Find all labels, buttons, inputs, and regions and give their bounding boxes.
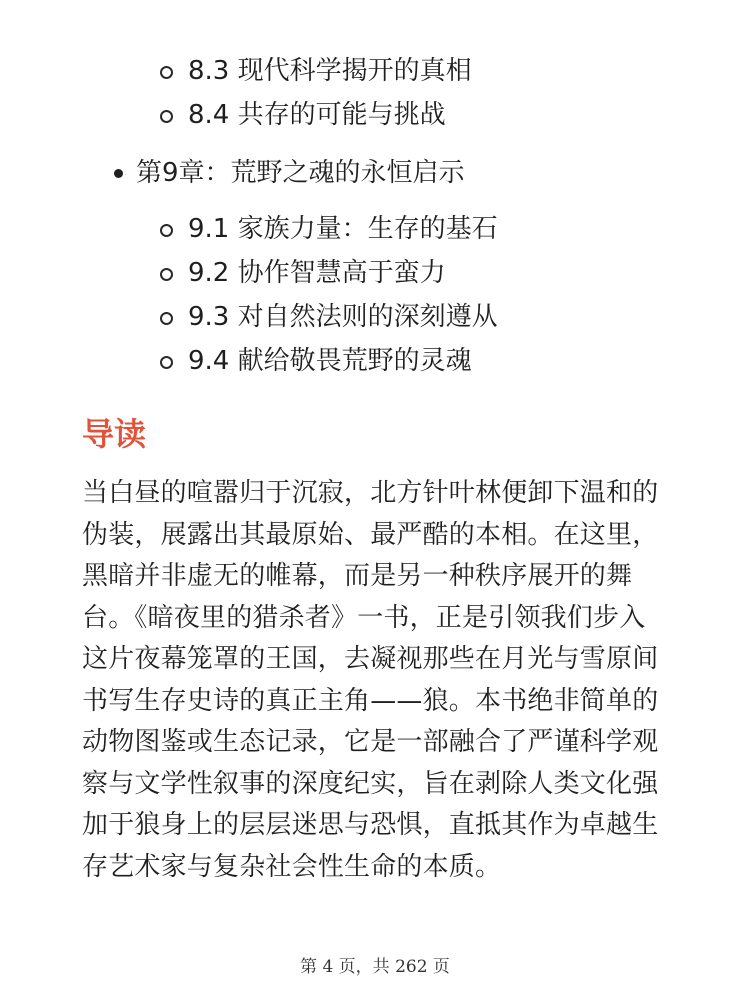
toc-item-label: 9.2 协作智慧高于蛮力 <box>188 258 446 288</box>
toc-item[interactable] <box>160 207 498 251</box>
toc-item[interactable] <box>160 251 498 295</box>
toc-item-label: 8.3 现代科学揭开的真相 <box>188 56 472 86</box>
toc-item[interactable] <box>160 49 472 93</box>
circle-bullet-icon <box>160 110 173 123</box>
intro-heading: 导读 <box>82 415 147 453</box>
toc-item[interactable] <box>160 339 498 383</box>
circle-bullet-icon <box>160 268 173 281</box>
toc-item[interactable] <box>160 295 498 339</box>
circle-bullet-icon <box>160 66 173 79</box>
disc-bullet-icon <box>114 169 123 178</box>
toc-chapter-9[interactable] <box>108 151 465 195</box>
circle-bullet-icon <box>160 356 173 369</box>
toc-item-label: 8.4 共存的可能与挑战 <box>188 100 446 130</box>
toc-item[interactable] <box>160 93 472 137</box>
toc-chapter8-sublist <box>160 49 472 137</box>
toc-item-label: 9.4 献给敬畏荒野的灵魂 <box>188 346 472 376</box>
toc-chapter-title: 第9章：荒野之魂的永恒启示 <box>136 158 465 188</box>
toc-item-label: 9.1 家族力量：生存的基石 <box>188 214 498 244</box>
intro-paragraph: 当白昼的喧嚣归于沉寂，北方针叶林便卸下温和的伪装，展露出其最原始、最严酷的本相。在这里，黑暗并非虚无的帷幕，而是另一种秩序展开的舞台。《暗夜里的猎杀者》一书，正是引领我们步入这片夜幕笼罩的王国，去凝视那些在月光与雪原间书写生存史诗的真正主角——狼。本书绝非简单的动物图鉴或生态记录，它是一部融合了严谨科学观察与文学性叙事的深度纪实，旨在剥除人类文化强加于狼身上的层层迷思与恐惧，直抵其作为卓越生存艺术家与复杂社会性生命的本质。 <box>82 478 659 882</box>
circle-bullet-icon <box>160 312 173 325</box>
circle-bullet-icon <box>160 224 173 237</box>
toc-item-label: 9.3 对自然法则的深刻遵从 <box>188 302 498 332</box>
toc-chapter9-sublist <box>160 207 498 383</box>
page-number-footer: 第 4 页，共 262 页 <box>300 957 450 977</box>
